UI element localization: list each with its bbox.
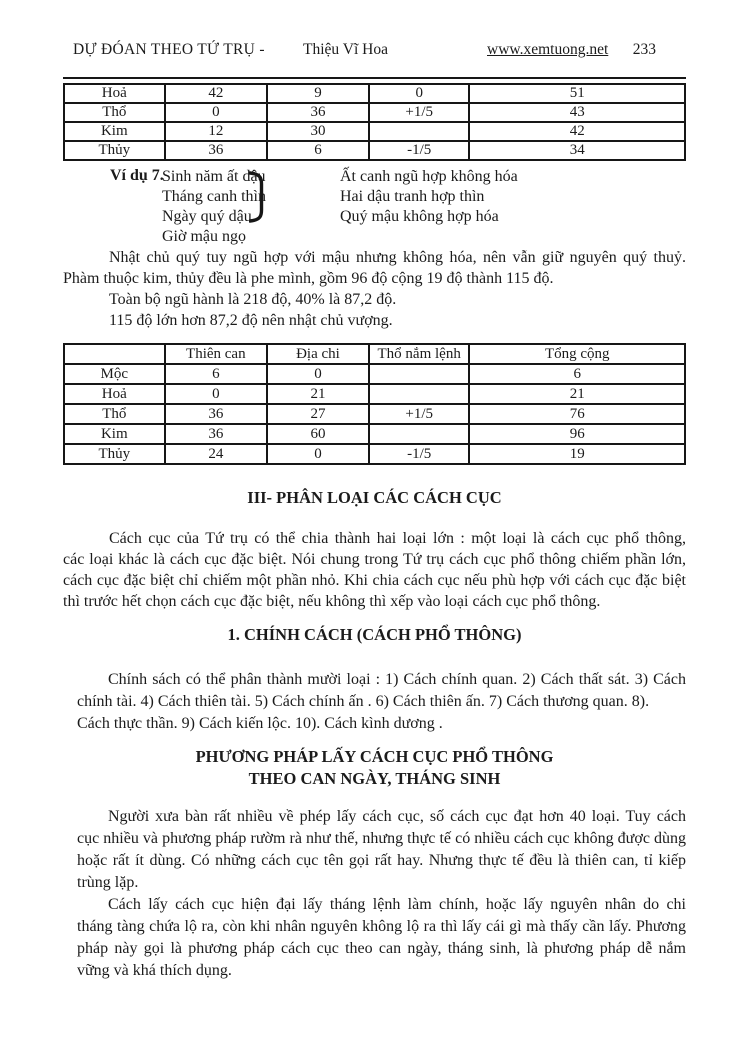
table-cell — [369, 364, 470, 384]
note-text: Ất canh ngũ hợp không hóa — [340, 168, 518, 185]
row-label: Thổ — [64, 103, 165, 122]
table-cell — [369, 122, 470, 141]
note-text: Quý mậu không hợp hóa — [340, 208, 499, 225]
table-cell: 24 — [165, 444, 267, 464]
table-row — [64, 404, 685, 424]
table-cell: -1/5 — [369, 444, 470, 464]
note-text: Hai dậu tranh hợp thìn — [340, 188, 485, 205]
table-cell: 0 — [369, 84, 470, 103]
row-label: Kim — [64, 424, 165, 444]
table-cell: +1/5 — [369, 404, 470, 424]
header-cell: Tổng cộng — [469, 344, 685, 364]
paragraph-line: chính tài. 4) Cách thiên tài. 5) Cách chính ấn . 6) Cách thiên ấn. 7) Cách thương quan. 8). — [77, 693, 650, 710]
paragraph-line: trùng lặp. — [77, 874, 139, 891]
five-elements-table-top — [63, 83, 686, 161]
paragraph-nhat-chu — [63, 247, 686, 331]
table-row — [64, 424, 685, 444]
paragraph-line: Toàn bộ ngũ hành là 218 độ, 40% là 87,2 độ. — [109, 291, 397, 308]
table-cell: 21 — [469, 384, 685, 404]
table-cell: 0 — [267, 444, 369, 464]
table-row — [64, 84, 685, 103]
paragraph-cach-lay — [77, 894, 686, 982]
paragraph-line: hoặc rất ít dùng. Có những cách cục tên gọi rất hay. Nhưng thực tế đều là thiên can, tỉ kiếp — [77, 852, 686, 869]
table-cell: 36 — [165, 424, 267, 444]
table-cell: 6 — [267, 141, 369, 160]
table-cell: 6 — [165, 364, 267, 384]
table-cell: 9 — [267, 84, 369, 103]
table-row — [64, 444, 685, 464]
paragraph-line: Chính sách có thể phân thành mười loại : 1) Cách chính quan. 2) Cách thất sát. 3) Cách — [108, 671, 686, 688]
book-title: DỰ ĐÓAN THEO TỨ TRỤ - — [73, 41, 265, 58]
section-heading-phuong-phap — [63, 746, 686, 790]
table-cell — [369, 424, 470, 444]
paragraph-line: 115 độ lớn hơn 87,2 độ nên nhật chủ vượng. — [109, 312, 393, 329]
example-7-block — [63, 167, 686, 247]
heading-line: THEO CAN NGÀY, THÁNG SINH — [248, 769, 501, 788]
document-page — [63, 0, 686, 982]
paragraph-nguoi-xua — [77, 806, 686, 894]
paragraph-line: Phàm thuộc kim, thủy đều là phe mình, gồm 96 độ cộng 19 độ thành 115 độ. — [63, 270, 554, 287]
five-elements-table-totals — [63, 343, 686, 465]
table-row — [64, 141, 685, 160]
paragraph-line: Cách lấy cách cục hiện đại lấy tháng lệnh làm chính, hoặc lấy nguyên nhân do chi — [108, 896, 686, 913]
website-link[interactable]: www.xemtuong.net — [487, 41, 609, 58]
table-cell: 0 — [267, 364, 369, 384]
table-cell: 60 — [267, 424, 369, 444]
pillar-text: Tháng canh thìn — [162, 188, 266, 205]
table-cell: 76 — [469, 404, 685, 424]
table-cell: 42 — [165, 84, 267, 103]
table-cell: 36 — [267, 103, 369, 122]
table-cell: 0 — [165, 384, 267, 404]
paragraph-line: Cách cục của Tứ trụ có thể chia thành hai loại lớn : một loại là cách cục phổ thông, — [109, 530, 686, 547]
paragraph-line: vững và khá thích dụng. — [77, 962, 232, 979]
table-cell: 0 — [165, 103, 267, 122]
paragraph-cach-cuc — [63, 528, 686, 612]
paragraph-line: Cách thực thần. 9) Cách kiến lộc. 10). Cách kình dương . — [77, 715, 443, 732]
row-label: Thủy — [64, 444, 165, 464]
example-label: Ví dụ 7. — [110, 167, 164, 184]
paragraph-line: tháng tàng chứa lộ ra, còn khi nhân nguyên không lộ ra thì lấy cái gì mà thấy cần lấy. Phương — [77, 918, 686, 935]
table-row — [64, 122, 685, 141]
row-label: Mộc — [64, 364, 165, 384]
table-cell: 36 — [165, 404, 267, 424]
paragraph-line: pháp này gọi là phương pháp cách cục theo can ngày, tháng sinh, là phương pháp dễ nắm — [77, 940, 686, 957]
header-cell: Địa chi — [267, 344, 369, 364]
table-cell: 36 — [165, 141, 267, 160]
table-cell: 42 — [469, 122, 685, 141]
table-row — [64, 103, 685, 122]
table-cell: +1/5 — [369, 103, 470, 122]
row-label: Thổ — [64, 404, 165, 424]
table-cell: 6 — [469, 364, 685, 384]
example-line — [63, 207, 686, 227]
author-name: Thiệu Vĩ Hoa — [303, 41, 388, 58]
header-cell — [64, 344, 165, 364]
row-label: Kim — [64, 122, 165, 141]
row-label: Hoả — [64, 84, 165, 103]
table-cell: -1/5 — [369, 141, 470, 160]
section-heading-chinh-cach: 1. CHÍNH CÁCH (CÁCH PHỔ THÔNG) — [227, 625, 522, 644]
pillar-text: Giờ mậu ngọ — [162, 228, 247, 245]
example-line — [63, 227, 686, 247]
paragraph-line: Nhật chủ quý tuy ngũ hợp với mậu nhưng không hóa, nên vẫn giữ nguyên quý thuỷ. — [109, 249, 686, 266]
table-cell: 12 — [165, 122, 267, 141]
table-cell: 21 — [267, 384, 369, 404]
row-label: Hoả — [64, 384, 165, 404]
paragraph-line: cục nhiều và phương pháp rườm rà như thế, nhưng thực tế có nhiều cách cục không được dùng — [77, 830, 686, 847]
table-cell: 30 — [267, 122, 369, 141]
paragraph-line: các loại khác là cách cục đặc biệt. Nói chung trong Tứ trụ cách cục phổ thông chiếm phần lớn, — [63, 551, 686, 568]
pillar-text: Sinh năm ất dậu — [162, 168, 266, 185]
table-cell: 51 — [469, 84, 685, 103]
table-cell: 34 — [469, 141, 685, 160]
section-heading-iii: III- PHÂN LOẠI CÁC CÁCH CỤC — [247, 488, 502, 507]
paragraph-line: Người xưa bàn rất nhiều về phép lấy cách cục, số cách cục đạt hơn 40 loại. Tuy cách — [108, 808, 686, 825]
example-line — [63, 167, 686, 187]
example-line — [63, 187, 686, 207]
table-row — [64, 364, 685, 384]
row-label: Thủy — [64, 141, 165, 160]
table-row — [64, 384, 685, 404]
page-header — [63, 0, 686, 79]
pillar-text: Ngày quý dậu — [162, 208, 252, 225]
header-cell: Thiên can — [165, 344, 267, 364]
table-cell: 96 — [469, 424, 685, 444]
table-header-row — [64, 344, 685, 364]
table-cell: 27 — [267, 404, 369, 424]
table-cell: 19 — [469, 444, 685, 464]
table-cell: 43 — [469, 103, 685, 122]
page-number: 233 — [632, 41, 656, 58]
paragraph-line: cách cục đặc biệt chỉ chiếm một phần nhỏ. Khi chia cách cục nếu phù hợp với cách cục đặc biệt — [63, 572, 686, 589]
paragraph-line: thì trước hết chọn cách cục đặc biệt, nếu không thì xếp vào loại cách cục phổ thông. — [63, 593, 601, 610]
header-cell: Thổ nắm lệnh — [369, 344, 470, 364]
table-cell — [369, 384, 470, 404]
paragraph-chinh-sach — [77, 669, 686, 735]
heading-line: PHƯƠNG PHÁP LẤY CÁCH CỤC PHỔ THÔNG — [195, 747, 554, 766]
